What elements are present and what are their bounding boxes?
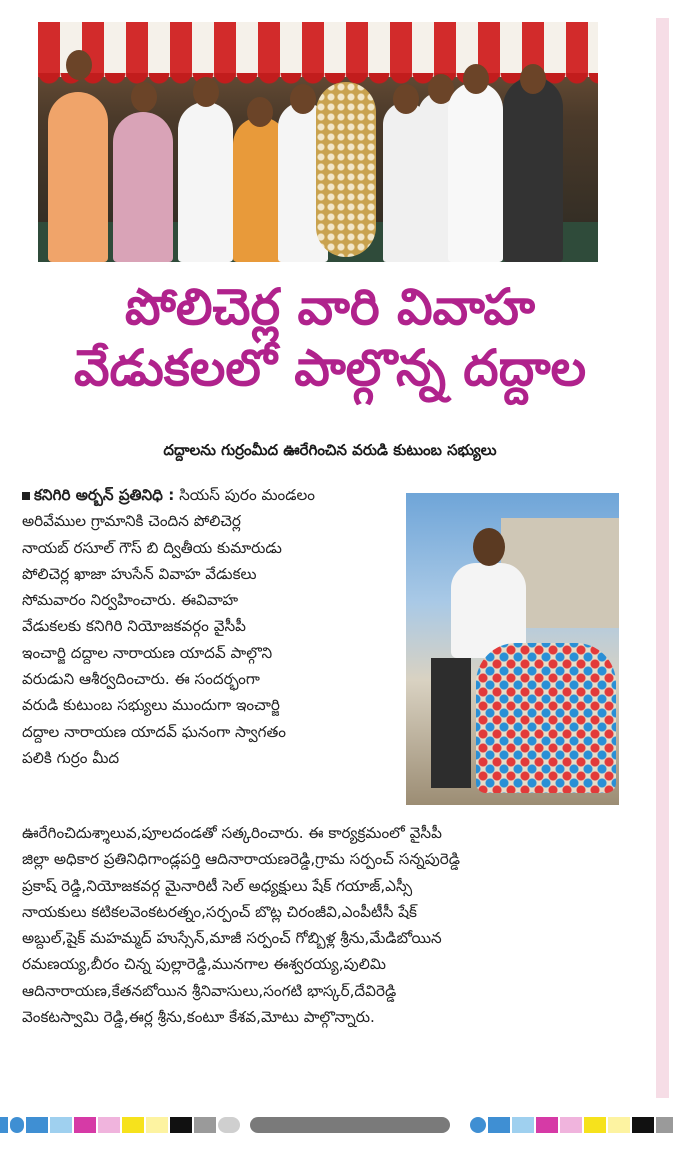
article-line: రమణయ్య,బీరం చిన్న పుల్లారెడ్డి,మునగాల ఈశ్వరయ్య,పులిమి: [22, 955, 386, 974]
article-line: పోలిచెర్ల ఖాజా హుసేన్ వివాహ వేడుకలు: [22, 564, 257, 583]
subheadline: దద్దాలను గుర్రంమీద ఊరేగించిన వరుడి కుటుంబ సభ్యులు: [163, 441, 497, 459]
article-line: ఊరేగించిదుశ్శాలువ,పూలదండతో సత్కరించారు. ఈ కార్యక్రమంలో వైసీపీ: [22, 824, 442, 842]
article-line: ప్రకాష్ రెడ్డి,నియోజకవర్గ మైనారిటీ సెల్ అధ్యక్షులు షేక్ గయాజ్,ఎస్సీ: [22, 876, 413, 895]
rider-legs: [431, 658, 471, 788]
article-line: అరివేముల గ్రామానికి చెందిన పోలిచెర్ల: [22, 512, 241, 531]
horse-procession-photo: [406, 493, 619, 805]
article-line: నాయకులు కటికలవెంకటరత్నం,సర్పంచ్ బొట్ల చిరంజీవి,ఎంపీటీసీ షేక్: [22, 902, 417, 921]
wedding-group-photo: [38, 22, 598, 262]
article-line: పలికి గుర్రం మీద: [22, 748, 120, 767]
article-line: ఇంచార్జి దద్దాల నారాయణ యాదవ్ పాల్గొని: [22, 643, 273, 662]
article-line: వరుడి కుటుంబ సభ్యులు ముందుగా ఇంచార్జి: [22, 696, 280, 715]
groom-garland: [316, 82, 376, 257]
article-line: అబ్దుల్,షైక్ మహమ్మద్ హుస్సేన్,మాజీ సర్పంచ్ గోబ్బిళ్ల శ్రీను,మేడిబోయిన: [22, 929, 442, 948]
article-text: సియస్ పురం మండలం: [174, 486, 315, 504]
tent-canopy: [38, 22, 598, 77]
article-line: దద్దాల నారాయణ యాదవ్ ఘనంగా స్వాగతం: [22, 722, 287, 741]
print-color-bar: [0, 1112, 673, 1136]
page-margin-rule: [656, 18, 669, 1098]
article-line: వరుడుని ఆశీర్వదించారు. ఈ సందర్భంగా: [22, 670, 260, 689]
decorated-horse: [476, 643, 616, 793]
headline-line-2: వేడుకలలో పాల్గొన్న దద్దాల: [73, 339, 587, 397]
headline-line-1: పోలిచెర్ల వారి వివాహ: [124, 278, 536, 336]
article-line: వేడుకలకు కనిగిరి నియోజకవర్గం వైసీపీ: [22, 617, 246, 636]
article-body-full-width: [22, 820, 652, 1030]
article-line: ఆదినారాయణ,కేతనబోయిన శ్రీనివాసులు,సంగటి భాస్కర్,దేవిరెడ్డి: [22, 981, 397, 1000]
article-body-left-column: [22, 482, 397, 771]
dateline: కనిగిరి అర్బన్ ప్రతినిధి :: [34, 486, 175, 504]
article-line: నాయబ్ రసూల్ గౌస్ బి ద్వితీయ కుమారుడు: [22, 538, 282, 557]
article-line: [22, 482, 397, 508]
bullet-icon: [22, 492, 30, 500]
article-line: వెంకటస్వామి రెడ్డి,ఈర్ల శ్రీను,కంటూ కేశవ,మోటు పాల్గొన్నారు.: [22, 1008, 375, 1027]
article-line: జిల్లా అధికార ప్రతినిధిగాండ్లపర్తి ఆదినారాయణరెడ్డి,గ్రామ సర్పంచ్ సన్నపురెడ్డి: [22, 850, 461, 869]
rider-head: [473, 528, 505, 566]
article-line: సోమవారం నిర్వహించారు. ఈవివాహ: [22, 591, 239, 610]
